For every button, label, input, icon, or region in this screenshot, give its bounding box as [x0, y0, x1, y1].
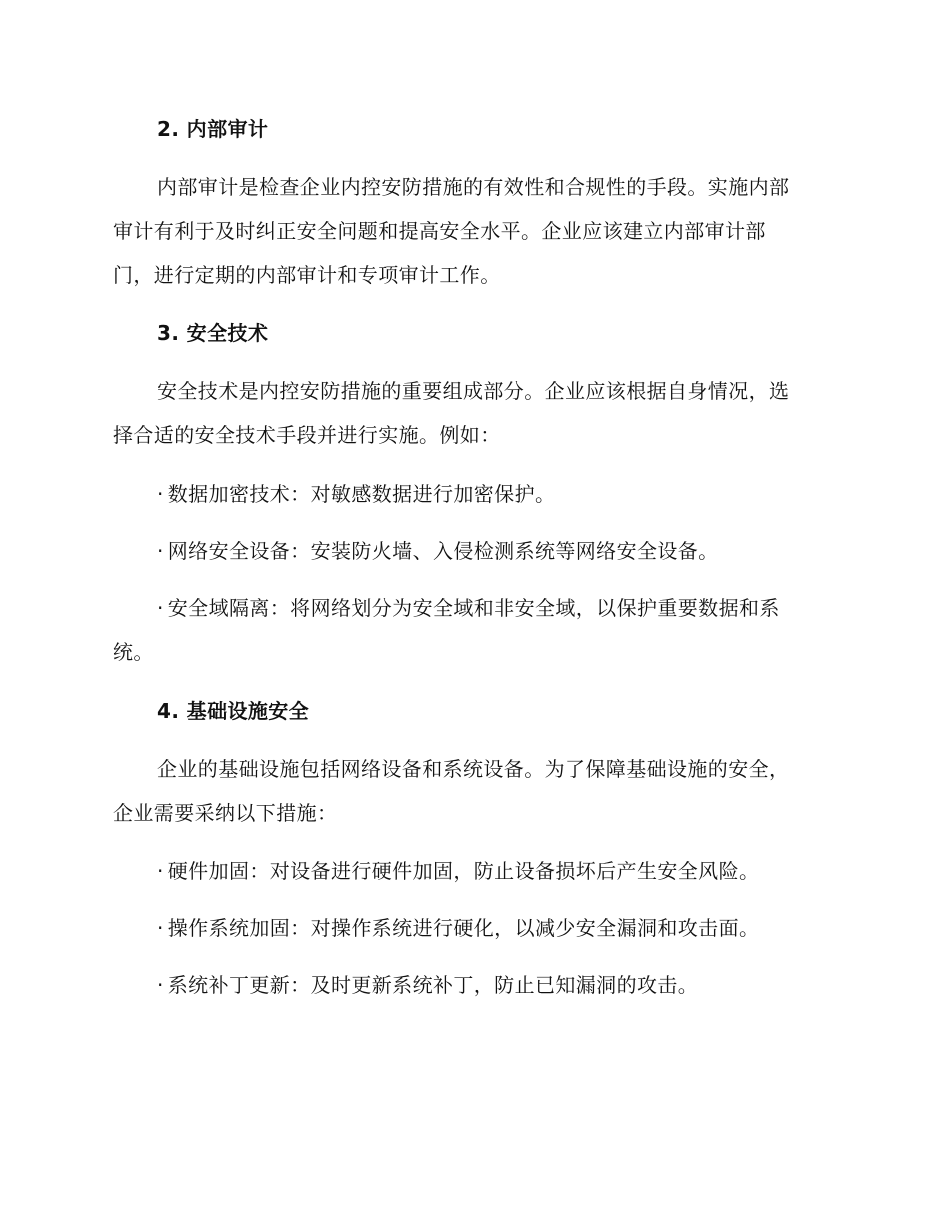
- section-heading-infrastructure-security: 4. 基础设施安全: [157, 699, 310, 723]
- paragraph-line: 内部审计是检查企业内控安防措施的有效性和合规性的手段。实施内部: [157, 175, 790, 199]
- list-item-text: 硬件加固：对设备进行硬件加固，防止设备损坏后产生安全风险。: [167, 859, 760, 883]
- section-heading-internal-audit: 2. 内部审计: [157, 117, 269, 141]
- bullet-icon: ·: [157, 973, 164, 997]
- list-item: [157, 857, 877, 885]
- paragraph-line: 企业需要采纳以下措施：: [113, 801, 338, 825]
- list-item-text: 系统补丁更新：及时更新系统补丁，防止已知漏洞的攻击。: [167, 973, 699, 997]
- list-item-text: 网络安全设备：安装防火墙、入侵检测系统等网络安全设备。: [167, 539, 719, 563]
- paragraph-line: 企业的基础设施包括网络设备和系统设备。为了保障基础设施的安全，: [157, 757, 790, 781]
- bullet-icon: ·: [157, 596, 164, 620]
- list-item-text: 数据加密技术：对敏感数据进行加密保护。: [167, 482, 556, 506]
- paragraph-line: 门，进行定期的内部审计和专项审计工作。: [113, 263, 501, 287]
- bullet-icon: ·: [157, 916, 164, 940]
- paragraph-line: 择合适的安全技术手段并进行实施。例如：: [113, 423, 501, 447]
- bullet-icon: ·: [157, 859, 164, 883]
- paragraph-line: 安全技术是内控安防措施的重要组成部分。企业应该根据自身情况，选: [157, 379, 790, 403]
- bullet-icon: ·: [157, 539, 164, 563]
- list-item: [157, 914, 877, 942]
- bullet-icon: ·: [157, 482, 164, 506]
- section-heading-security-technology: 3. 安全技术: [157, 321, 269, 345]
- list-item-continuation: 统。: [113, 640, 154, 664]
- paragraph-line: 审计有利于及时纠正安全问题和提高安全水平。企业应该建立内部审计部: [113, 219, 766, 243]
- list-item-text: 安全域隔离：将网络划分为安全域和非安全域，以保护重要数据和系: [167, 596, 780, 620]
- list-item: [157, 594, 877, 622]
- list-item: [157, 537, 877, 565]
- list-item: [157, 971, 877, 999]
- list-item: [157, 480, 877, 508]
- list-item-text: 操作系统加固：对操作系统进行硬化，以减少安全漏洞和攻击面。: [167, 916, 760, 940]
